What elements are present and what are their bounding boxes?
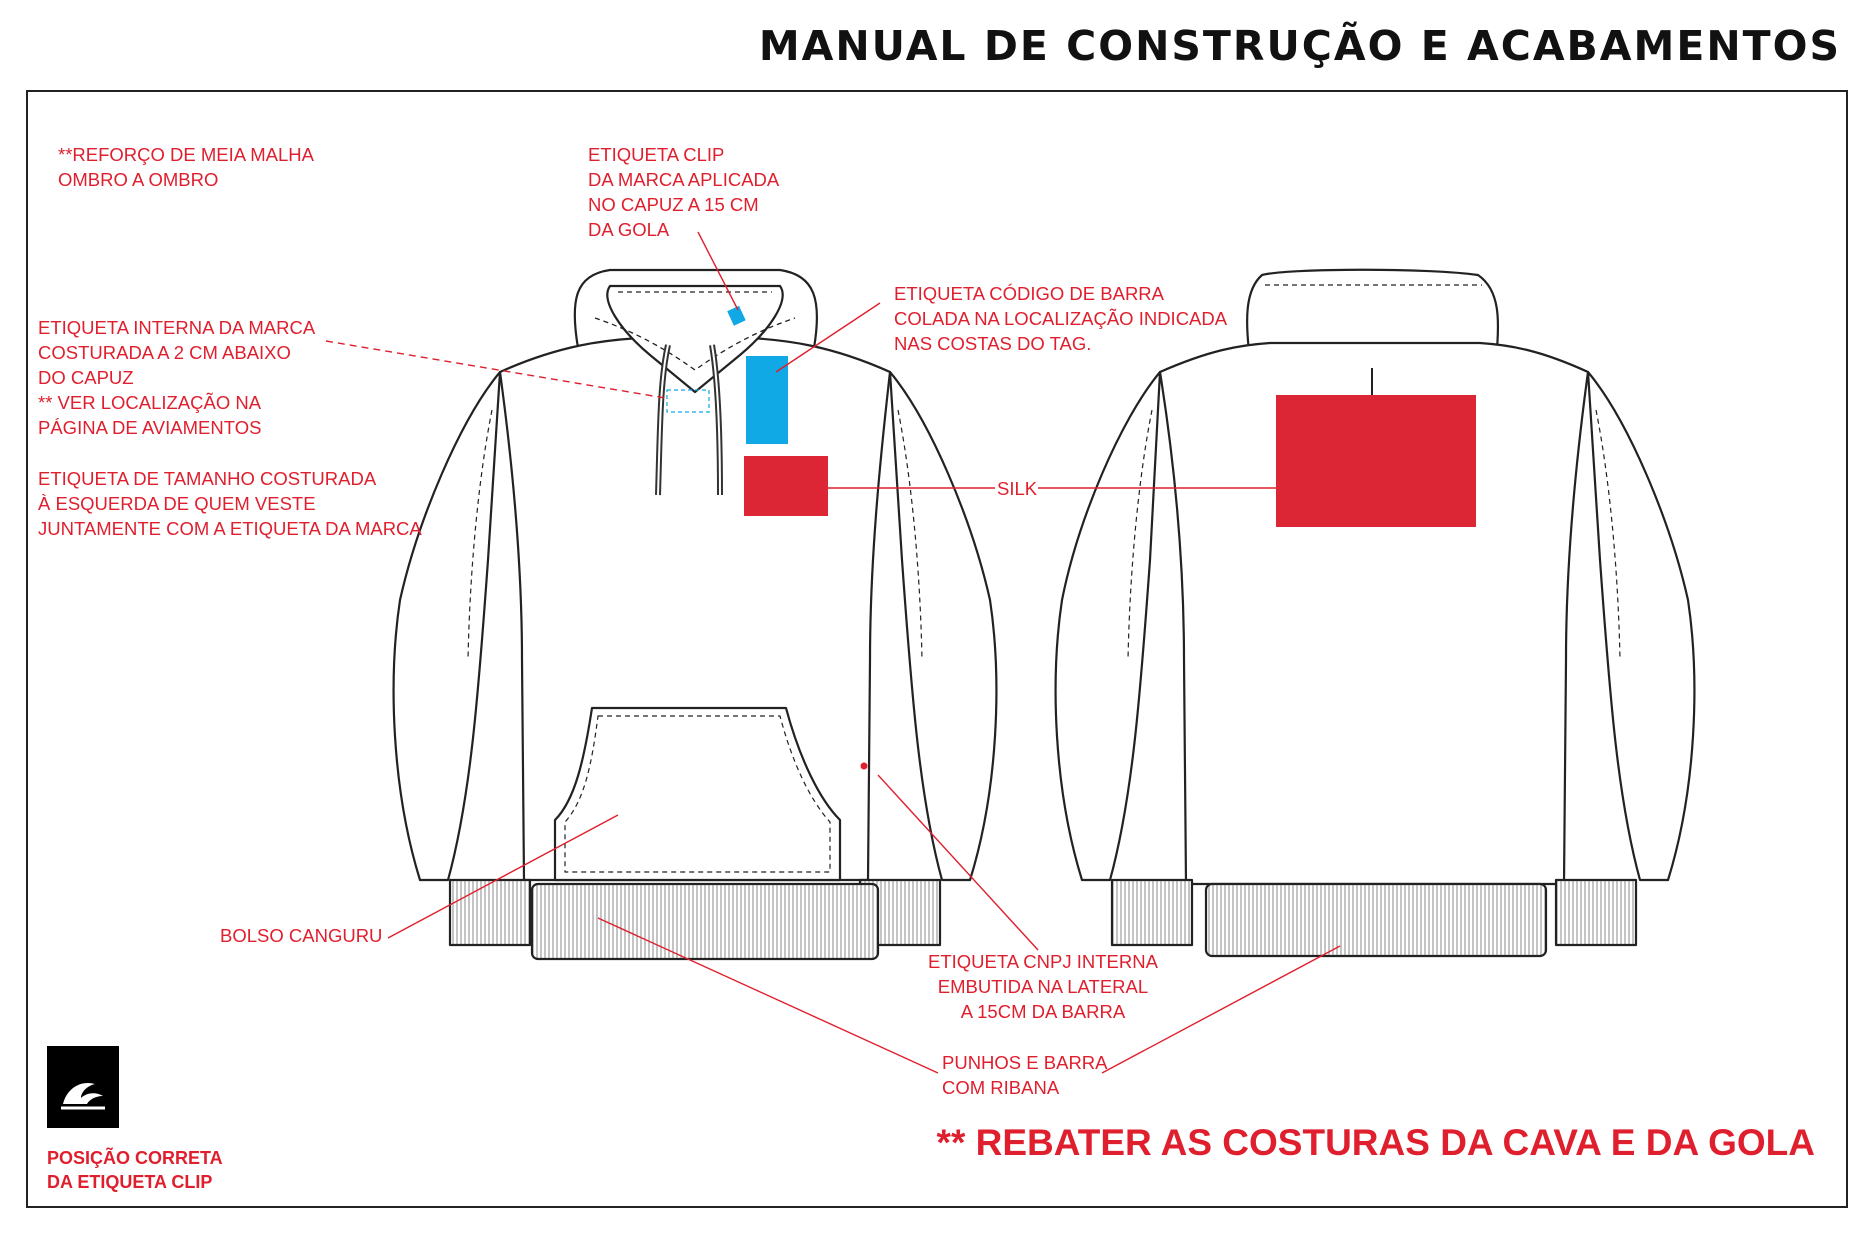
front-left-sleeve bbox=[394, 372, 500, 880]
note-silk: SILK bbox=[997, 478, 1038, 499]
clip-caption: POSIÇÃO CORRETA DA ETIQUETA CLIP bbox=[47, 1148, 223, 1192]
note-punhos-barra: PUNHOS E BARRA COM RIBANA bbox=[942, 1052, 1108, 1098]
front-silk-area bbox=[744, 456, 828, 516]
barcode-tag bbox=[746, 356, 788, 444]
back-right-sleeve bbox=[1588, 372, 1694, 880]
cnpj-marker-dot bbox=[861, 763, 868, 770]
front-waistband bbox=[532, 884, 878, 959]
back-left-sleeve bbox=[1056, 372, 1160, 880]
back-right-cuff bbox=[1556, 880, 1636, 945]
back-silk-area bbox=[1276, 395, 1476, 527]
note-cnpj: ETIQUETA CNPJ INTERNA EMBUTIDA NA LATERAL A 15CM DA BARRA bbox=[928, 951, 1158, 1022]
note-bolso-canguru: BOLSO CANGURU bbox=[220, 925, 383, 946]
page-title: MANUAL DE CONSTRUÇÃO E ACABAMENTOS bbox=[758, 22, 1841, 70]
bottom-note: ** REBATER AS COSTURAS DA CAVA E DA GOLA bbox=[936, 1122, 1815, 1163]
front-right-sleeve bbox=[890, 372, 996, 880]
back-left-cuff bbox=[1112, 880, 1192, 945]
note-codigo-barra: ETIQUETA CÓDIGO DE BARRA COLADA NA LOCALIZAÇÃO INDICADA NAS COSTAS DO TAG. bbox=[894, 283, 1228, 354]
front-view bbox=[394, 270, 997, 959]
front-left-cuff bbox=[450, 880, 530, 945]
back-waistband bbox=[1206, 884, 1546, 956]
note-etiqueta-tamanho: ETIQUETA DE TAMANHO COSTURADA À ESQUERDA DE QUEM VESTE JUNTAMENTE COM A ETIQUETA DA MARCA bbox=[38, 468, 422, 539]
back-view bbox=[1056, 270, 1695, 956]
note-etiqueta-clip: ETIQUETA CLIP DA MARCA APLICADA NO CAPUZ A 15 CM DA GOLA bbox=[588, 144, 780, 240]
wave-mountain-logo-icon bbox=[47, 1046, 119, 1128]
note-etiqueta-interna: ETIQUETA INTERNA DA MARCA COSTURADA A 2 CM ABAIXO DO CAPUZ ** VER LOCALIZAÇÃO NA PÁGINA DE AVIAMENTOS bbox=[38, 317, 316, 438]
note-reforco: **REFORÇO DE MEIA MALHA OMBRO A OMBRO bbox=[58, 144, 314, 190]
